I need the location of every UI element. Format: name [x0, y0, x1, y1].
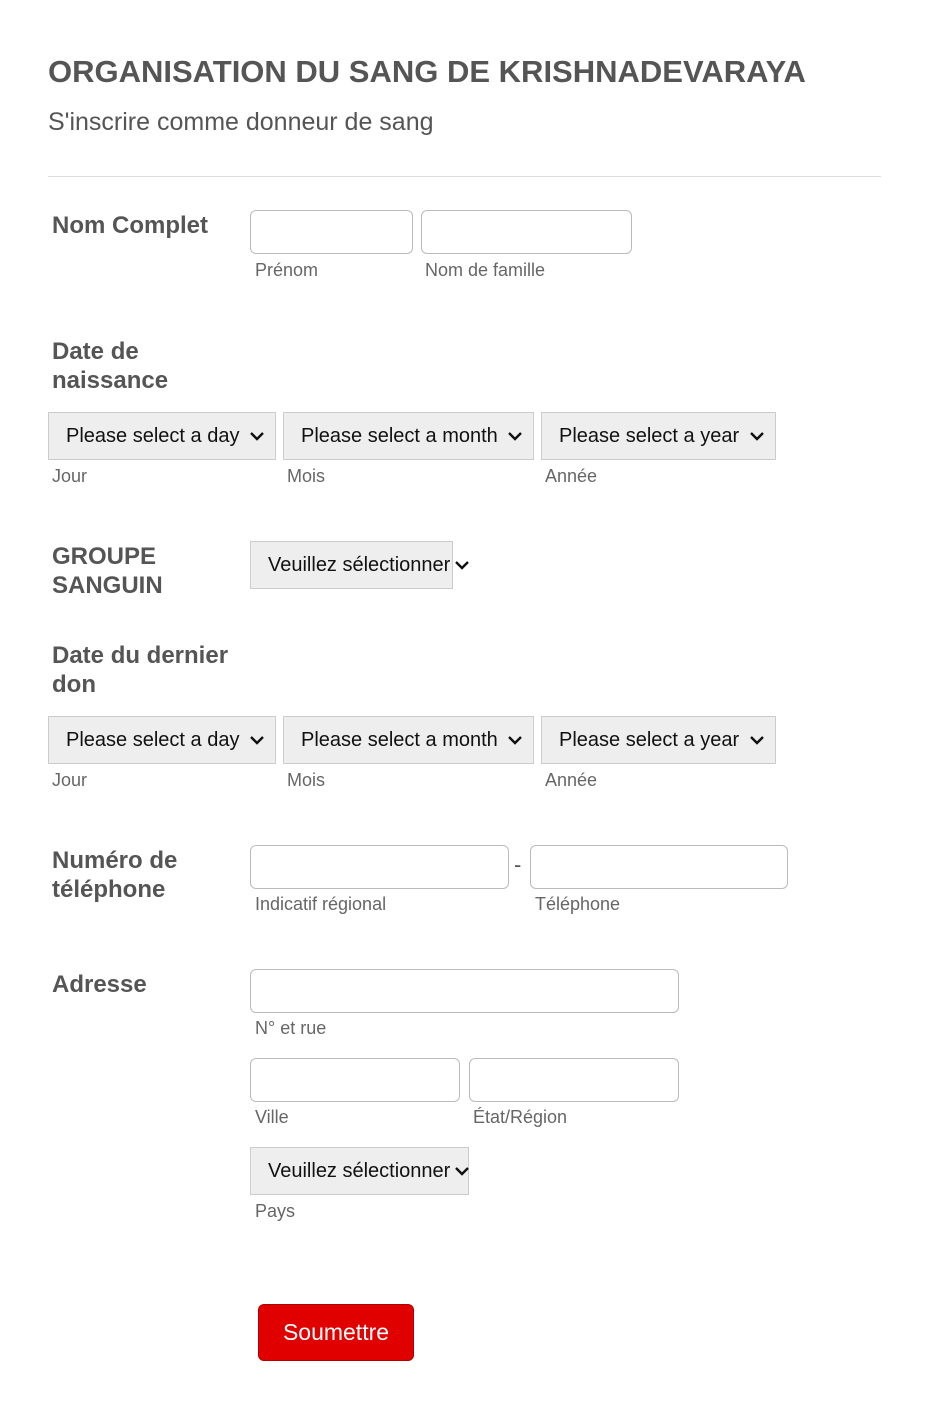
blood-group-label-line1: GROUPE [52, 543, 157, 570]
birth-month-value: Please select a month [301, 424, 498, 447]
last-donation-label-line2: don [52, 671, 96, 698]
chevron-down-icon [450, 553, 474, 577]
blood-group-select[interactable] [250, 541, 453, 589]
header-divider [48, 176, 881, 177]
birth-date-label-line1: Date de [52, 338, 139, 365]
address-label: Adresse [52, 971, 147, 998]
birth-year-select[interactable] [541, 412, 776, 460]
state-sublabel: État/Région [473, 1107, 568, 1127]
birth-month-sublabel: Mois [287, 466, 326, 486]
first-name-input[interactable] [250, 210, 413, 254]
chevron-down-icon [245, 424, 269, 448]
birth-day-value: Please select a day [66, 424, 240, 447]
phone-number-input[interactable] [530, 845, 788, 889]
form-subtitle: S'inscrire comme donneur de sang [48, 108, 434, 136]
first-name-sublabel: Prénom [255, 260, 319, 280]
chevron-down-icon [503, 424, 527, 448]
birth-date-label-line2: naissance [52, 367, 169, 394]
state-input[interactable] [469, 1058, 679, 1102]
form-title: ORGANISATION DU SANG DE KRISHNADEVARAYA [48, 54, 806, 89]
birth-date-label [52, 337, 168, 395]
donation-year-sublabel: Année [545, 770, 598, 790]
country-select[interactable] [250, 1147, 469, 1195]
donation-month-sublabel: Mois [287, 770, 326, 790]
full-name-label: Nom Complet [52, 212, 208, 239]
chevron-down-icon [745, 424, 769, 448]
donation-day-sublabel: Jour [52, 770, 88, 790]
last-donation-label-line1: Date du dernier [52, 642, 229, 669]
blood-group-label [52, 542, 163, 600]
last-name-input[interactable] [421, 210, 632, 254]
chevron-down-icon [503, 728, 527, 752]
blood-group-value: Veuillez sélectionner [268, 553, 451, 576]
phone-label [52, 846, 177, 904]
phone-label-line2: téléphone [52, 876, 166, 903]
area-code-input[interactable] [250, 845, 509, 889]
donation-month-value: Please select a month [301, 728, 498, 751]
chevron-down-icon [745, 728, 769, 752]
phone-separator: - [514, 852, 522, 877]
donation-day-value: Please select a day [66, 728, 240, 751]
birth-year-sublabel: Année [545, 466, 598, 486]
phone-label-line1: Numéro de [52, 847, 178, 874]
submit-button[interactable]: Soumettre [258, 1304, 414, 1361]
birth-year-value: Please select a year [559, 424, 740, 447]
chevron-down-icon [245, 728, 269, 752]
country-value: Veuillez sélectionner [268, 1159, 451, 1182]
street-sublabel: N° et rue [255, 1018, 327, 1038]
birth-month-select[interactable] [283, 412, 534, 460]
city-input[interactable] [250, 1058, 460, 1102]
country-sublabel: Pays [255, 1201, 296, 1221]
street-input[interactable] [250, 969, 679, 1013]
donation-year-select[interactable] [541, 716, 776, 764]
blood-group-label-line2: SANGUIN [52, 572, 163, 599]
last-donation-label [52, 641, 228, 699]
donation-year-value: Please select a year [559, 728, 740, 751]
last-name-sublabel: Nom de famille [425, 260, 546, 280]
city-sublabel: Ville [255, 1107, 289, 1127]
donation-month-select[interactable] [283, 716, 534, 764]
birth-day-sublabel: Jour [52, 466, 88, 486]
phone-number-sublabel: Téléphone [535, 894, 621, 914]
area-code-sublabel: Indicatif régional [255, 894, 387, 914]
birth-day-select[interactable] [48, 412, 276, 460]
chevron-down-icon [450, 1159, 474, 1183]
donation-day-select[interactable] [48, 716, 276, 764]
